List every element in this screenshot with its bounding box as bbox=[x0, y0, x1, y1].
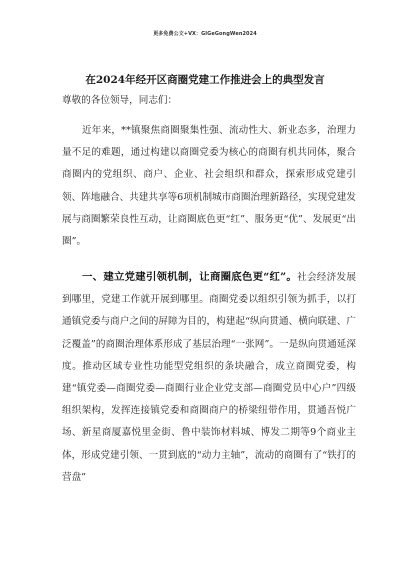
salutation: 尊敬的各位领导，同志们： bbox=[62, 95, 178, 106]
section-1-body: 社会经济发展到哪里，党建工作就开展到哪里。商圈党委以组织引领为抓手，以打通镇党委与商户之间的屏障为目的，构建起“纵向贯通、横向联建、广泛覆盖”的商圈治理体系形成了基层治理“一张网”。一是纵向贯通延深度。推动区域专业性功能型党组织的条块融合，成立商圈党委，构建“镇党委—商圈党委—商圈行业企业党支部—商圈党员中心户”四级组织架构，发挥连接镇党委和商圈商户的桥梁纽带作用，贯通吾悦广场、新星商厦嘉悦里金街、鲁中装饰材料城、博发二期等9个商业主体，形成党建引领、一贯到底的“动力主轴”，流动的商圈有了“铁打的营盘” bbox=[62, 272, 356, 483]
paragraph-intro: 近年来，**镇聚焦商圈聚集性强、流动性大、新业态多，治理力量不足的难题，通过构建以商圈党委为核心的商圈有机共同体，聚合商圈内的党组织、商户、企业、社会组织和群众，探索形成党建引领、阵地融合、共建共享等6项机制城市商圈治理新路径，实现党建发展与商圈繁荣良性互动，让商圈底色更“红”、服务更“优”、发展更“出圈”。 bbox=[62, 125, 356, 248]
paragraph-section-1 bbox=[62, 266, 356, 489]
header-watermark: 更多免费公文+VX：GlGeGongWen2024 bbox=[153, 31, 257, 37]
section-1-heading: 一、建立党建引领机制，让商圈底色更“红”。 bbox=[82, 271, 298, 283]
document-title: 在2024年经开区商圈党建工作推进会上的典型发言 bbox=[85, 74, 325, 86]
